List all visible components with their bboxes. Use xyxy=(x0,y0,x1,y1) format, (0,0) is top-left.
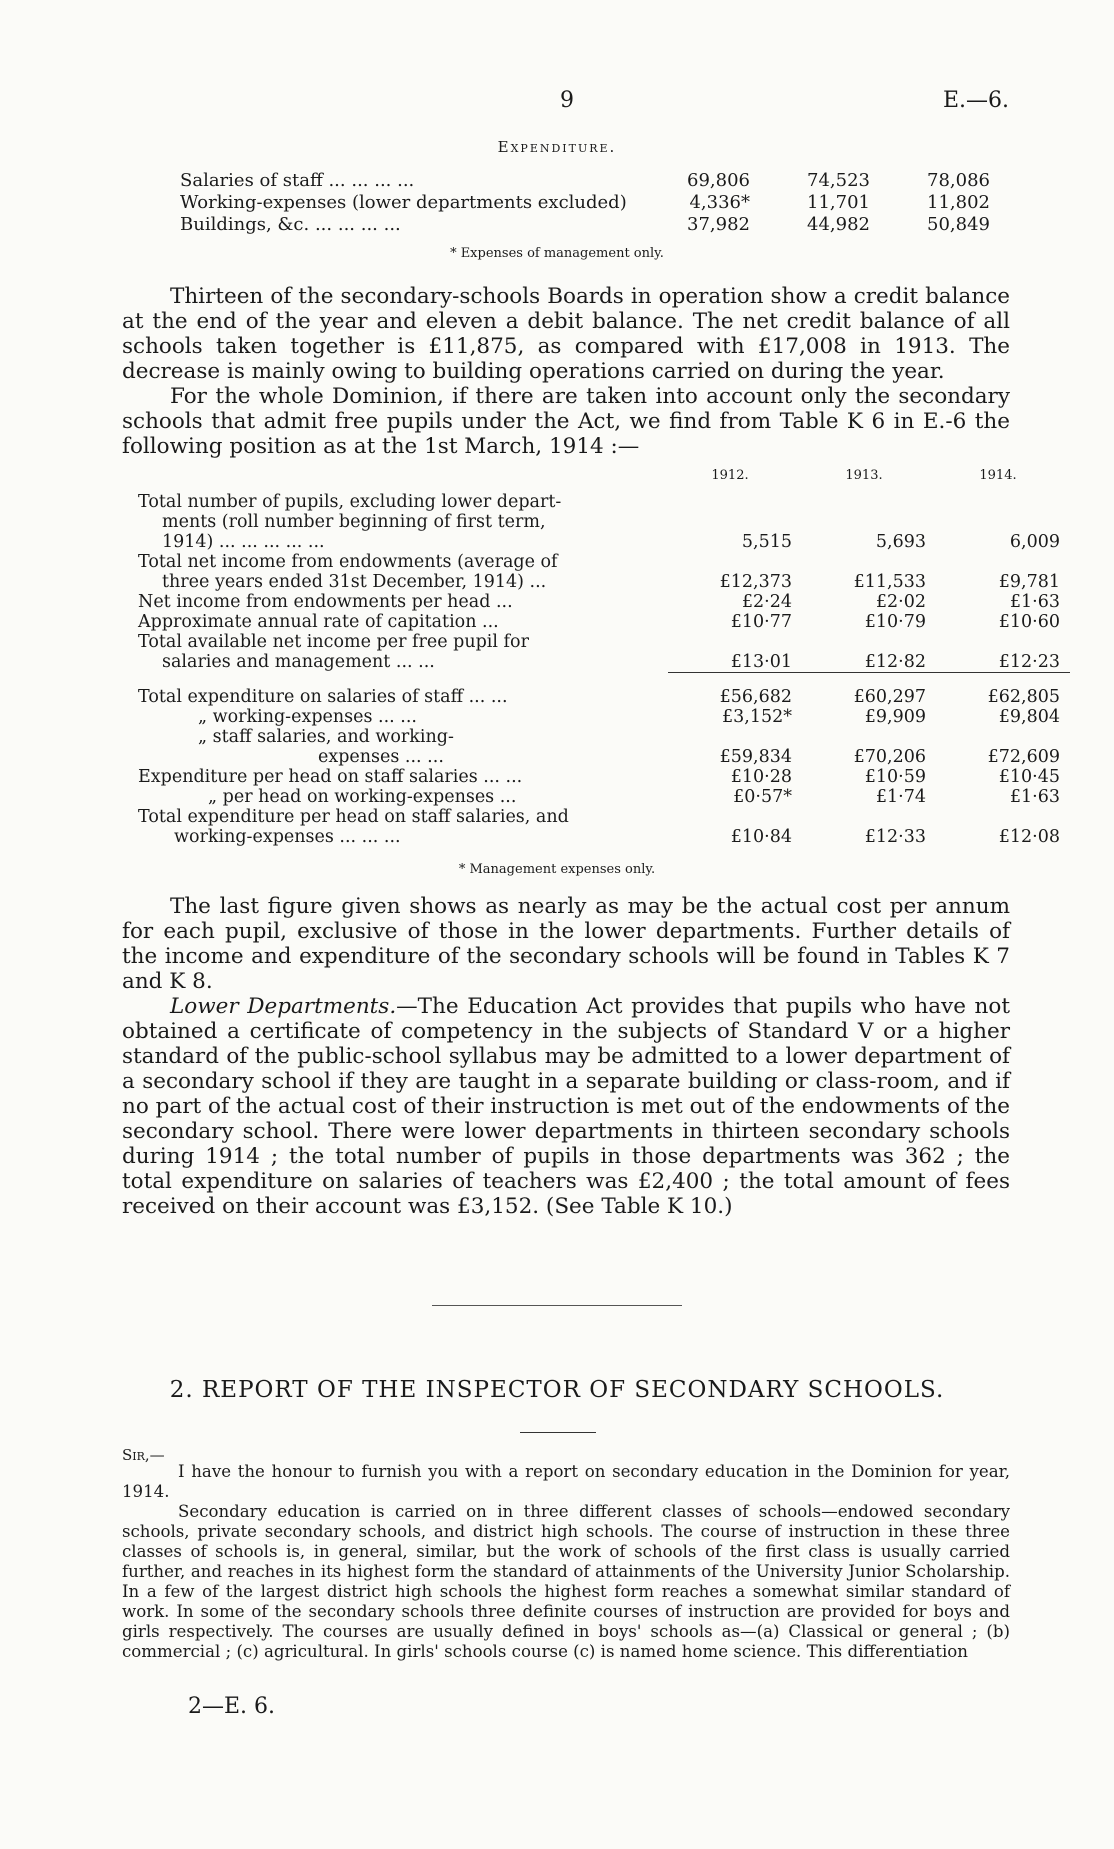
table-row: Total expenditure per head on staff salaries, and working-expenses ... ... ... £10·84 £12·33 £12·08 xyxy=(138,806,1060,847)
table-row: „ staff salaries, and working- expenses ... ... £59,834 £70,206 £72,609 xyxy=(198,726,1060,767)
heading-rule xyxy=(520,1432,596,1433)
paragraph-credit-balance: Thirteen of the secondary-schools Boards in operation show a credit balance at the end of the year and eleven a debit balance. The net credit balance of all schools taken together is £11,875, as compared with £17,008 in 1913. The decrease is mainly owing to building operations carried on during the year. xyxy=(122,284,1010,384)
section-divider xyxy=(432,1305,682,1306)
lower-departments-lead: Lower Departments. xyxy=(170,994,397,1019)
table-row: Total expenditure on salaries of staff ... ... £56,682 £60,297 £62,805 xyxy=(138,686,1060,707)
table-row: Total available net income per free pupil for salaries and management ... ... £13·01 £12·82 £12·23 xyxy=(138,632,1070,672)
position-table xyxy=(138,466,1070,847)
document-reference: E.—6. xyxy=(943,88,1010,113)
table-row: Working-expenses (lower departments excluded) 4,336* 11,701 11,802 xyxy=(180,192,990,213)
expenditure-table xyxy=(180,170,1000,236)
table-row: Expenditure per head on staff salaries ... ... £10·28 £10·59 £10·45 xyxy=(138,766,1060,787)
paragraph-lower-departments: Lower Departments.—The Education Act provides that pupils who have not obtained a certificate of competency in the subjects of Standard V or a higher standard of the public-school syllabus may be admitted to a lower department of a secondary school if they are taught in a separate building or class-room, and if no part of the actual cost of their instruction is met out of the endowments of the secondary school. There were lower departments in thirteen secondary schools during 1914 ; the total number of pupils in those departments was 362 ; the total expenditure on salaries of teachers was £2,400 ; the total amount of fees received on their account was £3,152. (See Table K 10.) xyxy=(122,994,1010,1219)
page-number: 9 xyxy=(560,88,574,113)
salutation: Sir,— xyxy=(122,1446,165,1464)
table-row: Net income from endowments per head ... £2·24 £2·02 £1·63 xyxy=(138,592,1060,612)
year-column-header: 1913. xyxy=(845,468,883,483)
table-row: Total number of pupils, excluding lower depart- ments (roll number beginning of first term, 1914) ... ... ... ... ... 5,515 5,693 6,009 xyxy=(138,492,1060,552)
table-row: Approximate annual rate of capitation ... £10·77 £10·79 £10·60 xyxy=(138,612,1060,632)
table-header-row xyxy=(138,466,1070,492)
paragraph-last-figure: The last figure given shows as nearly as may be the actual cost per annum for each pupil, exclusive of those in the lower departments. Further details of the income and expenditure of the secondary schools will be found in Tables K 7 and K 8. xyxy=(122,894,1010,994)
body-text-upper xyxy=(122,284,1010,459)
table-row: Buildings, &c. ... ... ... ... 37,982 44,982 50,849 xyxy=(180,214,990,235)
letter-body xyxy=(122,1462,1010,1662)
expenditure-title: Expenditure. xyxy=(497,138,617,156)
table-row: Salaries of staff ... ... ... ... 69,806 74,523 78,086 xyxy=(180,170,990,191)
section-heading: 2. REPORT OF THE INSPECTOR OF SECONDARY SCHOOLS. xyxy=(169,1377,945,1403)
expenditure-footnote: * Expenses of management only. xyxy=(450,246,664,261)
letter-paragraph: I have the honour to furnish you with a report on secondary education in the Dominion for year, 1914. xyxy=(122,1462,1010,1501)
year-column-header: 1912. xyxy=(711,468,749,483)
letter-paragraph: Secondary education is carried on in three different classes of schools—endowed secondary schools, private secondary schools, and district high schools. The course of instruction in these three classes of schools is, in general, similar, but the work of schools of the first class is usually carried further, and reaches in its highest form the standard of attainments of the University Junior Scholarship. In a few of the largest district high schools the highest form reaches a somewhat similar standard of work. In some of the secondary schools three definite courses of instruction are provided for boys and girls respectively. The courses are usually defined in boys' schools as—(a) Classical or general ; (b) commercial ; (c) agricultural. In girls' schools course (c) is named home science. This differentiation xyxy=(122,1502,1010,1661)
page-footer: 2—E. 6. xyxy=(188,1694,276,1719)
paragraph-dominion-position: For the whole Dominion, if there are taken into account only the secondary schools that admit free pupils under the Act, we find from Table K 6 in E.-6 the following position as at the 1st March, 1914 :— xyxy=(122,384,1010,459)
table-row: „ working-expenses ... ... £3,152* £9,909 £9,804 xyxy=(198,706,1060,727)
table-row: „ per head on working-expenses ... £0·57* £1·74 £1·63 xyxy=(208,786,1060,807)
year-column-header: 1914. xyxy=(979,468,1017,483)
position-footnote: * Management expenses only. xyxy=(458,862,656,877)
body-text-lower xyxy=(122,894,1010,1219)
table-row: Total net income from endowments (average of three years ended 31st December, 1914) ... £12,373 £11,533 £9,781 xyxy=(138,552,1060,592)
